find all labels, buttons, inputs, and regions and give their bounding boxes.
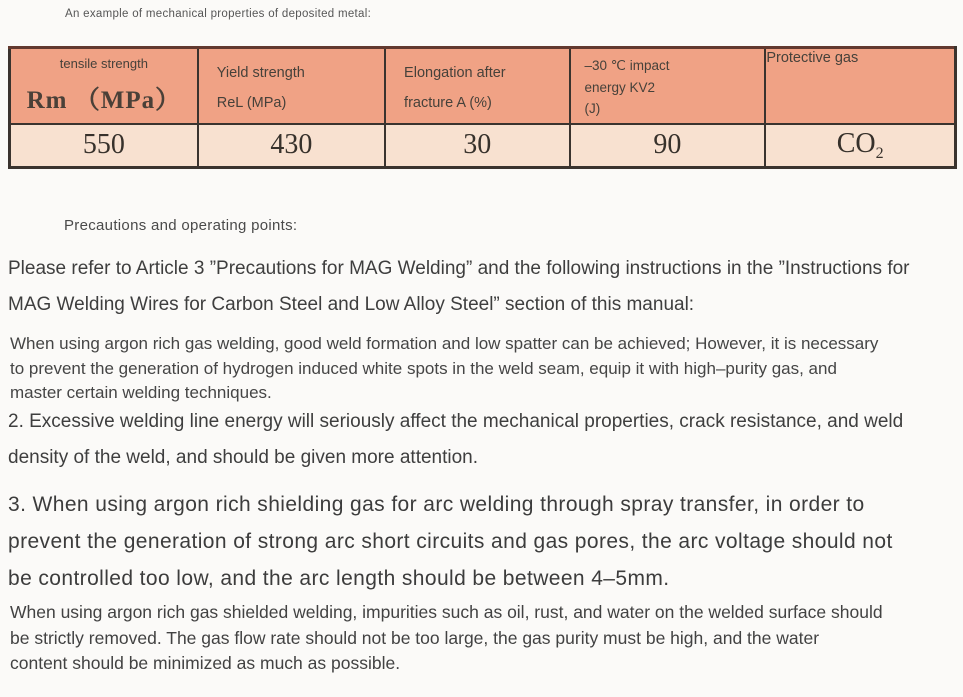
paragraph-line: to prevent the generation of hydrogen induced white spots in the weld seam, equip it with high–purity gas, and bbox=[10, 358, 837, 378]
paragraph-line: When using argon rich gas shielded welding, impurities such as oil, rust, and water on the welded surface should bbox=[10, 602, 883, 622]
paragraph-line: MAG Welding Wires for Carbon Steel and Low Alloy Steel” section of this manual: bbox=[8, 294, 695, 315]
paragraph-line: Please refer to Article 3 ”Precautions for MAG Welding” and the following instructions in the ”Instructions for bbox=[8, 258, 910, 279]
impact-energy-line-3: (J) bbox=[584, 101, 601, 116]
caption-line-1: An example of mechanical properties of deposited bbox=[65, 8, 335, 20]
mechanical-properties-table bbox=[8, 46, 957, 169]
paragraph-refer-to-article bbox=[8, 251, 910, 323]
paragraph-line: be strictly removed. The gas flow rate should not be too large, the gas purity must be high, and the water bbox=[10, 627, 820, 648]
note-argon-rich-welding bbox=[10, 332, 878, 406]
protective-gas-label: Protective gas bbox=[766, 50, 859, 66]
table-value-row bbox=[10, 124, 956, 168]
header-cell-impact-energy bbox=[570, 48, 766, 124]
value-protective-gas bbox=[765, 124, 955, 168]
paragraph-item-3-spray-transfer bbox=[8, 486, 893, 597]
caption-line-2: metal: bbox=[337, 8, 372, 20]
paragraph-line: master certain welding techniques. bbox=[10, 383, 272, 402]
header-cell-elongation bbox=[385, 48, 569, 124]
table-header-row bbox=[10, 48, 956, 124]
paragraph-item-2-line-energy bbox=[8, 404, 903, 476]
impact-energy-line-1: –30 ℃ impact bbox=[584, 58, 670, 73]
header-cell-protective-gas bbox=[765, 48, 955, 124]
elongation-line-1: Elongation after bbox=[404, 65, 506, 81]
value-yield-strength: 430 bbox=[198, 124, 385, 168]
value-tensile-strength: 550 bbox=[10, 124, 198, 168]
paragraph-line: density of the weld, and should be given more attention. bbox=[8, 447, 479, 468]
paragraph-line: content should be minimized as much as possible. bbox=[10, 653, 401, 673]
elongation-line-2: fracture A (%) bbox=[404, 95, 492, 111]
paragraph-line: prevent the generation of strong arc short circuits and gas pores, the arc voltage should not bbox=[8, 530, 893, 553]
header-cell-yield-strength bbox=[198, 48, 385, 124]
page-caption bbox=[65, 7, 371, 22]
tensile-strength-formula: Rm （MPa） bbox=[26, 87, 182, 114]
yield-strength-line-1: Yield strength bbox=[216, 65, 305, 81]
yield-strength-line-2: ReL (MPa) bbox=[216, 95, 287, 111]
precautions-section-label: Precautions and operating points: bbox=[64, 217, 298, 234]
gas-formula-main: CO bbox=[836, 127, 876, 159]
value-elongation: 30 bbox=[385, 124, 569, 168]
note-impurities-removal bbox=[10, 600, 883, 677]
value-impact-energy: 90 bbox=[570, 124, 766, 168]
paragraph-line: 3. When using argon rich shielding gas for arc welding through spray transfer, in order to bbox=[8, 493, 865, 516]
paragraph-line: When using argon rich gas welding, good weld formation and low spatter can be achieved; However, it is necessary bbox=[10, 334, 879, 353]
tensile-strength-label: tensile strength bbox=[59, 56, 148, 71]
paragraph-line: 2. Excessive welding line energy will seriously affect the mechanical properties, crack resistance, and weld bbox=[8, 411, 904, 432]
gas-formula-subscript: 2 bbox=[875, 144, 884, 162]
paragraph-line: be controlled too low, and the arc length should be between 4–5mm. bbox=[8, 567, 670, 590]
header-cell-tensile-strength bbox=[10, 48, 198, 124]
impact-energy-line-2: energy KV2 bbox=[584, 79, 656, 95]
